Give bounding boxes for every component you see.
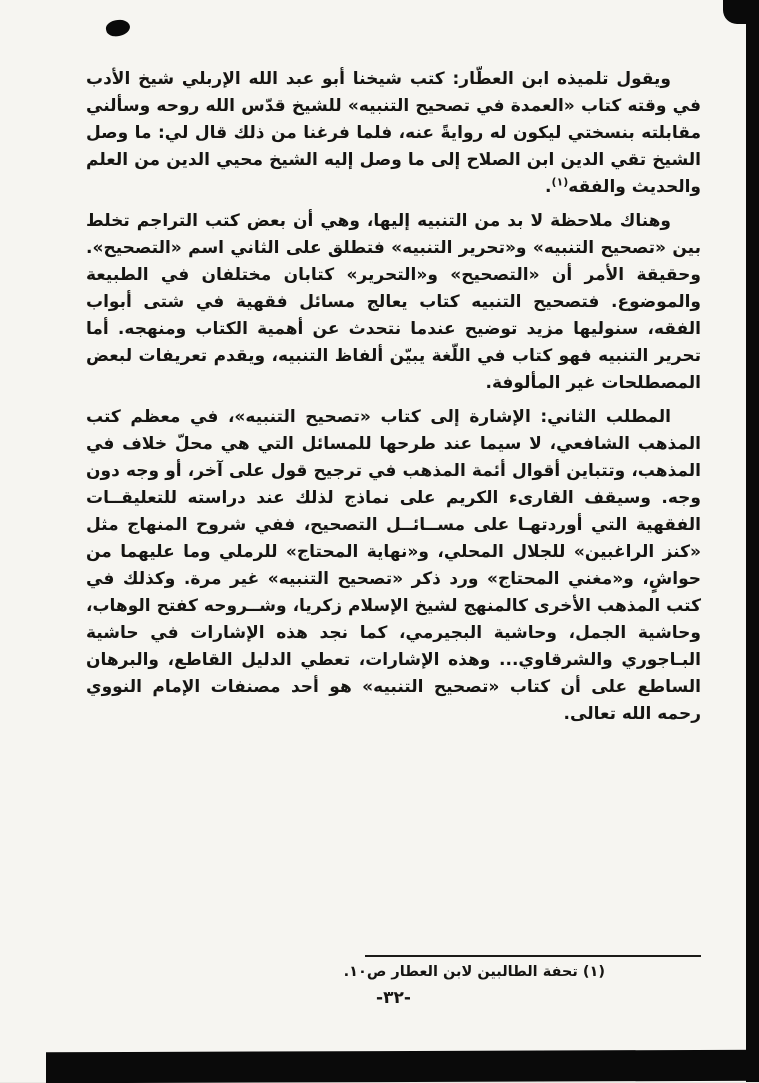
footnote-text: (١) تحفة الطالبين لابن العطار ص١٠. bbox=[343, 964, 605, 980]
paragraph-3-text: الإشارة إلى كتاب «تصحيح التنبيه»، في معظم كتب المذهب الشافعي، لا سيما عند طرحها للمسائل التي هي محلّ خلاف في المذهب، وتتباين أقوال أئمة المذهب في ترجيح قول على آخر، أو وجه دون وجه. وسيقف القارىء الكريم على نماذج لذلك عند دراسته للتعليقــات الفقهية التي أوردتهـا على مســائــل التصحيح، ففي شروح المنهاج مثل «كنز الراغبين» للجلال المحلي، و«نهاية المحتاج» للرملي وما عليهما من حواشٍ، و«مغني المحتاج» ورد ذكر «تصحيح التنبيه» غير مرة. وكذلك في كتب المذهب الأخرى كالمنهج لشيخ الإسلام زكريا، وشــروحه كفتح الوهاب، وحاشية الجمل، وحاشية البجيرمي، كما نجد هذه الإشارات في حاشية البـاجوري والشرقاوي... وهذه الإشارات، تعطي الدليل القاطع، والبرهان الساطع على أن كتاب «تصحيح التنبيه» هو أحد مصنفات الإمام النووي رحمه الله تعالى. bbox=[86, 407, 701, 724]
paragraph-1 bbox=[86, 66, 701, 201]
paragraph-2-text: وهناك ملاحظة لا بد من التنبيه إليها، وهي أن بعض كتب التراجم تخلط بين «تصحيح التنبيه» و«تحرير التنبيه» فتطلق على الثاني اسم «التصحيح». وحقيقة الأمر أن «التصحيح» و«التحرير» كتابان مختلفان في الطبيعة والموضوع. فتصحيح التنبيه كتاب يعالج مسائل فقهية في شتى أبواب الفقه، سنوليها مزيد توضيح عندما نتحدث عن أهمية الكتاب ومنهجه. أما تحرير التنبيه فهو كتاب في اللّغة يبيّن ألفاظ التنبيه، ويقدم تعريفات لبعض المصطلحات غير المألوفة. bbox=[86, 211, 701, 393]
scan-artifact-right-bar bbox=[746, 0, 759, 1082]
footnote-separator bbox=[365, 955, 701, 957]
paragraph-2 bbox=[86, 208, 701, 397]
footnote-ref-marker: (١) bbox=[551, 175, 569, 189]
page-content bbox=[86, 66, 701, 735]
scan-artifact-bottom-bar bbox=[46, 1050, 759, 1083]
scan-artifact-top-left bbox=[105, 18, 132, 39]
paragraph-3-heading: المطلب الثاني: bbox=[540, 407, 671, 427]
paragraph-3 bbox=[86, 404, 701, 728]
page-footer bbox=[86, 955, 701, 1008]
scan-artifact-top-right bbox=[723, 0, 749, 24]
page-number: -٣٢- bbox=[376, 988, 411, 1008]
paragraph-1-period: . bbox=[545, 177, 552, 197]
paragraph-1-text: ويقول تلميذه ابن العطّار: كتب شيخنا أبو عبد الله الإربلي شيخ الأدب في وقته كتاب «العمدة في تصحيح التنبيه» للشيخ قدّس الله روحه وسألني مقابلته بنسختي ليكون له روايةً عنه، فلما فرغنا من ذلك قال لي: ما وصل الشيخ تقي الدين ابن الصلاح إلى ما وصل إليه الشيخ محيي الدين من العلم والحديث والفقه bbox=[86, 69, 701, 197]
